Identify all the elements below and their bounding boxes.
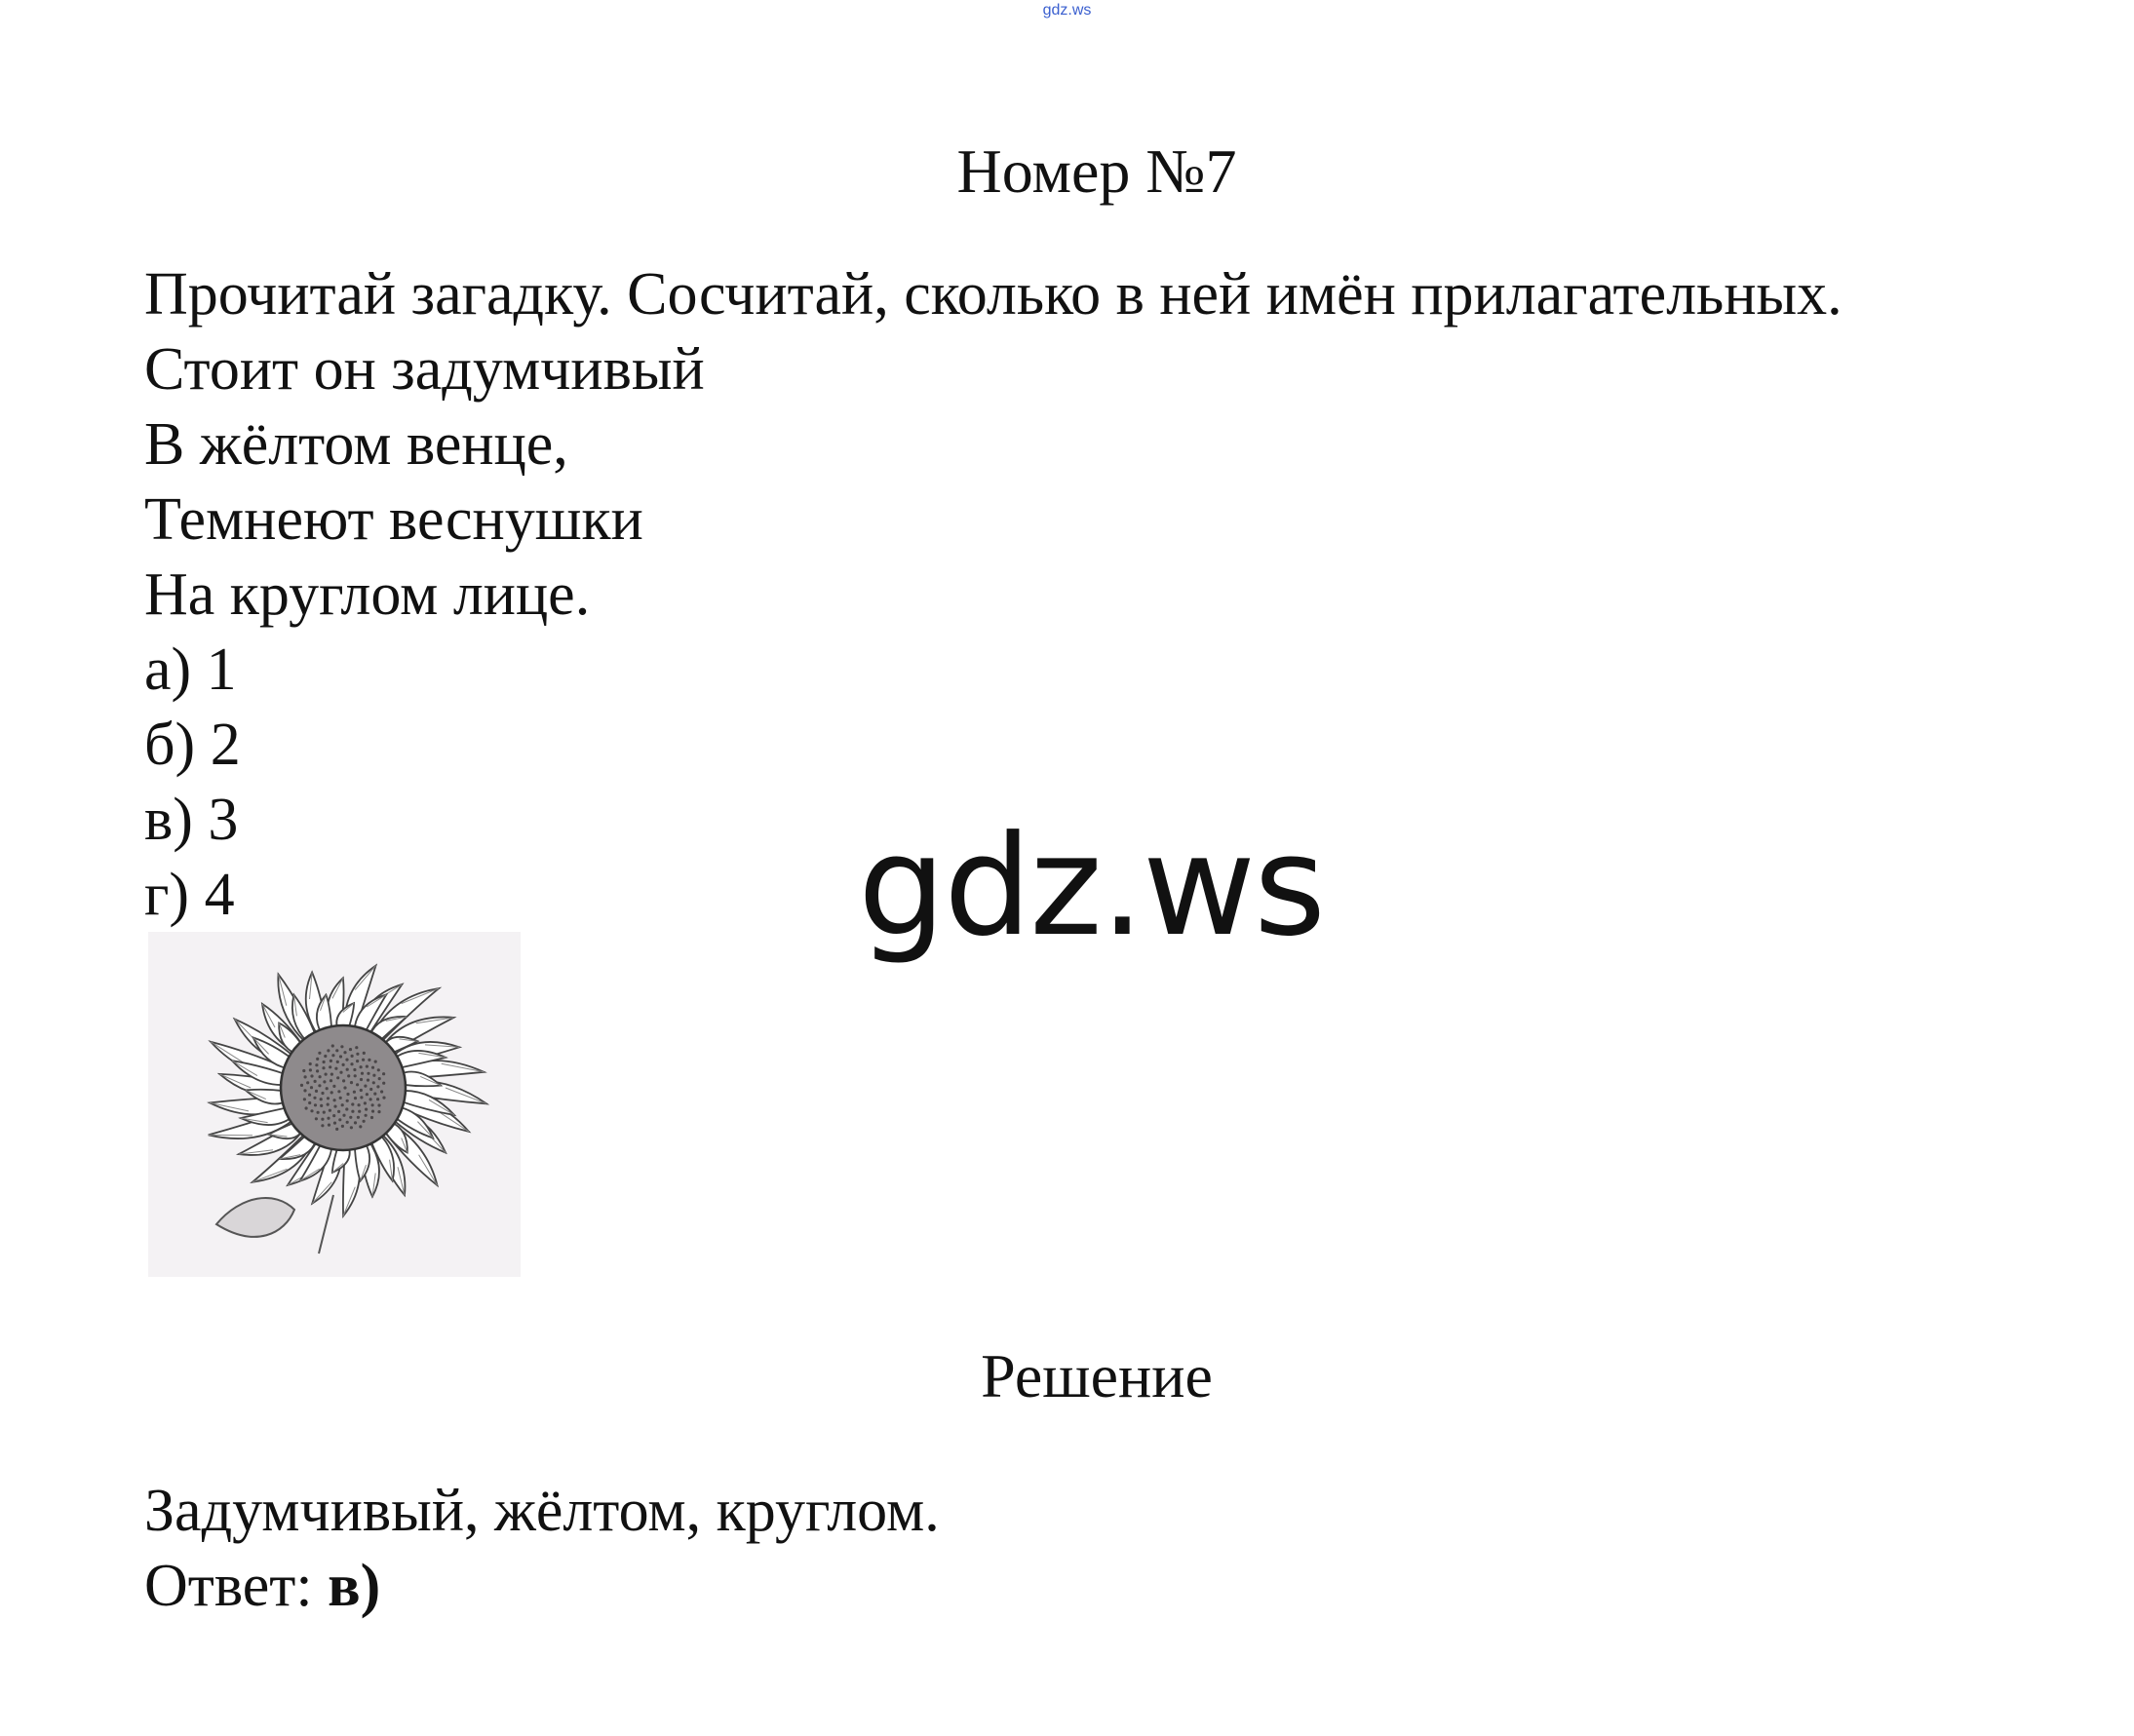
sunflower-illustration	[148, 932, 521, 1277]
seed-dot	[309, 1062, 312, 1065]
seed-dot	[305, 1106, 308, 1109]
seed-dot	[374, 1061, 377, 1063]
seed-dot	[356, 1053, 359, 1056]
seed-dot	[320, 1104, 323, 1107]
riddle-line: Стоит он задумчивый	[144, 336, 705, 403]
site-mark: gdz.ws	[1042, 2, 1092, 19]
seed-dot	[350, 1062, 353, 1065]
seed-dot	[369, 1088, 372, 1091]
answer-option-b: б) 2	[144, 712, 241, 778]
riddle-line: В жёлтом венце,	[144, 411, 568, 478]
watermark-logo: gdz.ws	[858, 806, 1325, 967]
seed-dot	[323, 1061, 326, 1063]
seed-dot	[309, 1068, 312, 1071]
seed-dot	[373, 1093, 376, 1096]
seed-dot	[367, 1072, 369, 1075]
riddle-line: На круглом лице.	[144, 561, 591, 628]
seed-dot	[365, 1108, 368, 1111]
seed-dot	[335, 1128, 338, 1131]
seed-dot	[339, 1097, 342, 1099]
seed-dot	[332, 1085, 335, 1088]
solution-body	[144, 1474, 940, 1624]
seed-dot	[366, 1065, 369, 1068]
seed-dot	[353, 1068, 356, 1071]
seed-dot	[349, 1048, 352, 1051]
seed-dot	[315, 1063, 318, 1066]
seed-dot	[335, 1049, 338, 1052]
seed-dot	[338, 1118, 341, 1121]
seed-dot	[319, 1075, 322, 1078]
seed-dot	[372, 1074, 375, 1077]
seed-dot	[353, 1091, 356, 1094]
seed-dot	[341, 1125, 344, 1128]
seed-dot	[314, 1080, 317, 1083]
seed-dot	[308, 1101, 311, 1104]
seed-dot	[372, 1081, 375, 1084]
stem-line	[319, 1195, 333, 1254]
seed-dot	[351, 1102, 354, 1105]
seed-dot	[360, 1065, 363, 1068]
seed-dot	[333, 1099, 336, 1101]
seed-dot	[310, 1074, 313, 1077]
sunflower-icon	[148, 932, 521, 1277]
seed-dot	[314, 1103, 317, 1106]
seed-dot	[371, 1103, 374, 1106]
seed-dot	[327, 1097, 330, 1099]
seed-dot	[323, 1080, 326, 1083]
seed-dot	[364, 1101, 367, 1104]
seed-dot	[346, 1099, 349, 1102]
seed-dot	[346, 1121, 349, 1124]
seed-dot	[321, 1092, 324, 1095]
seed-dot	[346, 1093, 349, 1096]
seed-dot	[346, 1068, 349, 1071]
seed-dot	[332, 1114, 335, 1117]
seed-dot	[370, 1116, 373, 1119]
seed-dot	[330, 1073, 333, 1076]
seed-dot	[315, 1117, 318, 1120]
seed-dot	[303, 1098, 306, 1100]
seed-dot	[354, 1097, 357, 1099]
riddle-line: Темнеют веснушки	[144, 486, 643, 553]
seed-dot	[363, 1120, 366, 1123]
seed-dot	[315, 1090, 318, 1093]
seed-dot	[321, 1118, 324, 1121]
seed-dot	[318, 1052, 321, 1055]
seed-dot	[341, 1103, 344, 1106]
answer-option-c: в) 3	[144, 787, 239, 853]
seed-dot	[345, 1107, 348, 1110]
seed-dot	[356, 1083, 359, 1086]
seed-dot	[360, 1096, 363, 1099]
seed-dot	[362, 1059, 365, 1061]
seed-dot	[347, 1074, 350, 1077]
seed-dot	[380, 1090, 383, 1093]
seed-dot	[336, 1076, 339, 1079]
seed-dot	[340, 1045, 343, 1048]
seed-dot	[342, 1063, 345, 1066]
seed-dot	[351, 1110, 354, 1113]
seed-dot	[334, 1067, 337, 1070]
seed-dot	[339, 1055, 342, 1058]
seed-dot	[371, 1066, 374, 1069]
solution-adjectives: Задумчивый, жёлтом, круглом.	[144, 1478, 940, 1544]
seed-dot	[358, 1110, 361, 1113]
seed-dot	[365, 1114, 368, 1117]
seed-dot	[345, 1059, 348, 1061]
seed-dot	[363, 1052, 366, 1055]
seed-dot	[343, 1051, 346, 1054]
seed-dot	[354, 1074, 357, 1077]
seed-dot	[382, 1097, 385, 1099]
seed-dot	[349, 1116, 352, 1119]
seed-dot	[357, 1116, 360, 1119]
seed-dot	[320, 1098, 323, 1100]
seed-dot	[329, 1065, 331, 1068]
seed-head	[281, 1025, 406, 1150]
seed-dot	[313, 1097, 316, 1099]
seed-dot	[367, 1079, 369, 1082]
seed-dot	[376, 1098, 379, 1100]
answer-value: в)	[328, 1553, 381, 1619]
seed-dot	[330, 1091, 333, 1094]
seed-dot	[330, 1060, 332, 1062]
seed-dot	[343, 1086, 346, 1089]
seed-dot	[308, 1094, 311, 1097]
seed-dot	[327, 1117, 330, 1120]
seed-dot	[337, 1090, 340, 1093]
seed-dot	[316, 1058, 319, 1061]
seed-dot	[342, 1079, 345, 1082]
seed-dot	[300, 1084, 303, 1087]
seed-dot	[350, 1081, 353, 1084]
seed-dot	[378, 1077, 381, 1080]
seed-dot	[331, 1044, 334, 1047]
seed-dot	[325, 1073, 328, 1076]
seed-dot	[366, 1093, 369, 1096]
seed-dot	[361, 1072, 364, 1075]
solution-answer	[144, 1549, 940, 1624]
seed-dot	[329, 1109, 331, 1112]
answer-option-d: г) 4	[144, 862, 235, 928]
seed-dot	[364, 1085, 367, 1088]
seed-dot	[356, 1060, 359, 1062]
task-title: Номер №7	[956, 136, 1237, 206]
seed-dot	[302, 1069, 305, 1072]
seed-dot	[318, 1084, 321, 1087]
seed-dot	[327, 1103, 330, 1106]
seed-dot	[360, 1089, 363, 1092]
seed-dot	[304, 1075, 307, 1078]
seed-dot	[316, 1069, 319, 1072]
seed-dot	[310, 1109, 313, 1112]
seed-dot	[350, 1126, 353, 1129]
seed-dot	[303, 1089, 306, 1092]
seed-dot	[382, 1082, 385, 1085]
leaf-shape	[216, 1198, 294, 1237]
seed-dot	[326, 1087, 329, 1090]
seed-dot	[321, 1124, 324, 1127]
seed-dot	[342, 1114, 345, 1117]
seed-dot	[371, 1110, 374, 1113]
seed-dot	[337, 1110, 340, 1113]
solution-title: Решение	[981, 1341, 1213, 1410]
seed-dot	[324, 1055, 327, 1058]
answer-label: Ответ:	[144, 1553, 329, 1619]
seed-dot	[355, 1046, 358, 1049]
seed-dot	[368, 1059, 370, 1061]
seed-dot	[330, 1079, 332, 1082]
seed-dot	[336, 1061, 339, 1063]
seed-dot	[358, 1103, 361, 1106]
seed-dot	[354, 1121, 357, 1124]
seed-dot	[333, 1122, 336, 1125]
seed-dot	[382, 1072, 385, 1075]
answer-option-a: а) 1	[144, 637, 237, 703]
seed-dot	[377, 1103, 380, 1106]
seed-dot	[331, 1054, 334, 1057]
seed-dot	[322, 1066, 325, 1069]
seed-dot	[376, 1085, 379, 1088]
seed-dot	[333, 1105, 336, 1108]
seed-dot	[328, 1124, 330, 1127]
seed-dot	[359, 1125, 362, 1128]
seed-dot	[327, 1049, 330, 1052]
seed-dot	[369, 1098, 372, 1100]
seed-dot	[339, 1071, 342, 1074]
seed-dot	[323, 1111, 326, 1114]
seed-dot	[377, 1068, 380, 1071]
task-instruction: Прочитай загадку. Сосчитай, сколько в ней имён прилагательных.	[144, 261, 1843, 328]
seed-dot	[360, 1078, 363, 1081]
seed-dot	[377, 1110, 380, 1113]
seed-dot	[306, 1081, 309, 1084]
seed-dot	[310, 1086, 313, 1089]
seed-dot	[351, 1055, 354, 1058]
seed-dot	[317, 1111, 320, 1114]
